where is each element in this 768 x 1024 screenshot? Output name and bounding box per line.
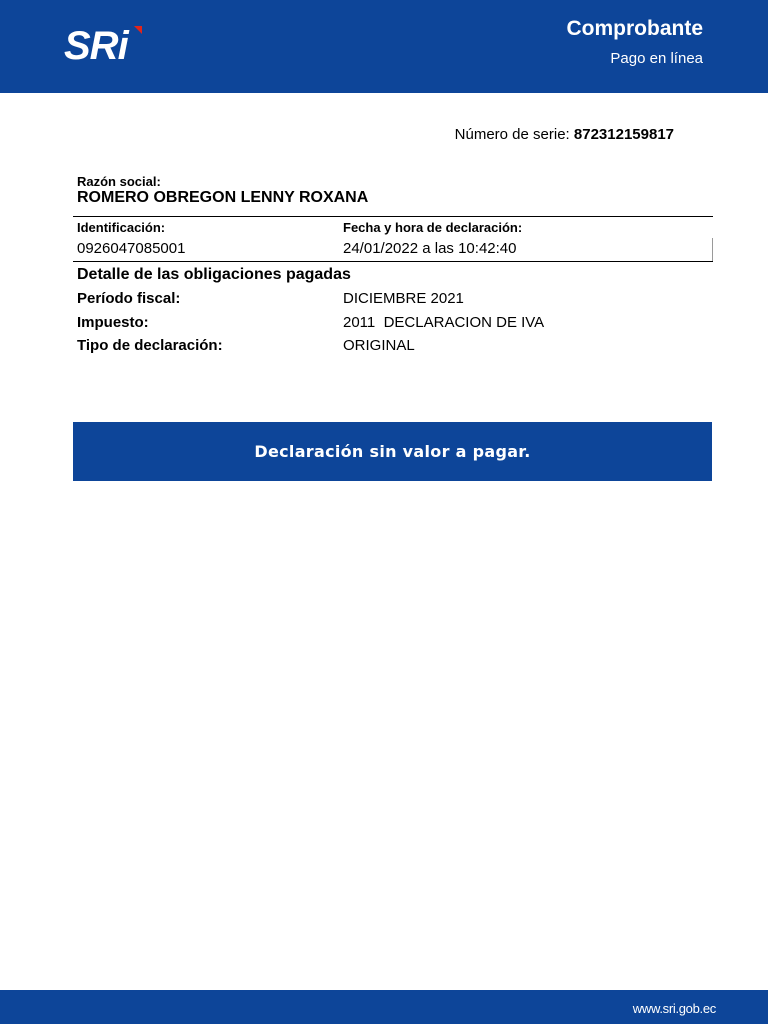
identificacion-label: Identificación: (77, 220, 166, 235)
razon-social-label: Razón social: (77, 174, 161, 189)
identificacion-value: 0926047085001 (77, 240, 186, 257)
logo-text: SRi (64, 24, 128, 68)
banner-text: Declaración sin valor a pagar. (254, 442, 531, 461)
footer-url: www.sri.gob.ec (632, 1001, 716, 1016)
tipo-declaracion-value: ORIGINAL (343, 337, 415, 354)
periodo-fiscal-value: DICIEMBRE 2021 (343, 290, 464, 307)
tipo-declaracion-label: Tipo de declaración: (77, 337, 223, 354)
impuesto-label: Impuesto: (77, 314, 149, 331)
sri-logo (64, 22, 146, 70)
no-payment-banner (73, 422, 712, 481)
serial-value: 872312159817 (573, 126, 674, 143)
fecha-value: 24/01/2022 a las 10:42:40 (343, 240, 517, 257)
logo-accent-mark (134, 26, 142, 34)
divider-top (73, 216, 713, 217)
page-title: Comprobante (566, 17, 703, 40)
razon-social-value: ROMERO OBREGON LENNY ROXANA (77, 189, 369, 206)
divider-vertical (712, 238, 713, 261)
header-bar (0, 0, 768, 93)
periodo-fiscal-label: Período fiscal: (77, 290, 181, 307)
page-subtitle: Pago en línea (610, 50, 703, 67)
serial-label: Número de serie: (454, 126, 570, 143)
detalle-title: Detalle de las obligaciones pagadas (77, 266, 351, 283)
impuesto-value: 2011 DECLARACION DE IVA (343, 314, 545, 331)
serial-number (455, 126, 674, 143)
divider-bottom (73, 261, 713, 262)
fecha-label: Fecha y hora de declaración: (343, 220, 523, 235)
footer-bar (0, 990, 768, 1024)
